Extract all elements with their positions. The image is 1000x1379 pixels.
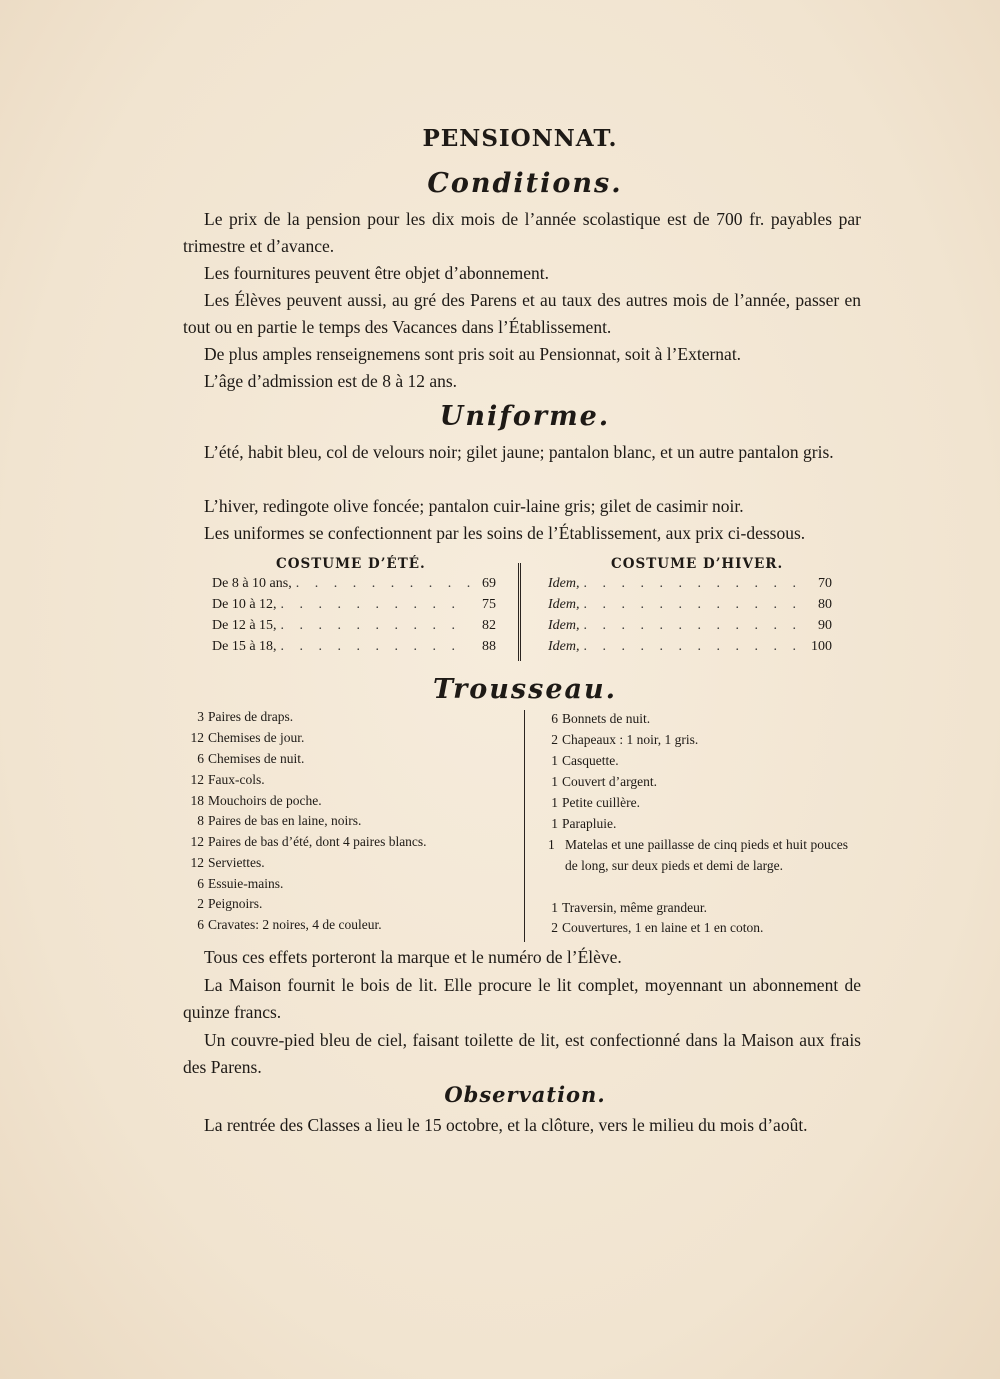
leader-dots [296, 576, 470, 592]
costume-hiver-heading: COSTUME D’HIVER. [611, 556, 784, 572]
trousseau-item [534, 814, 616, 835]
trousseau-item [180, 749, 304, 770]
costume-price: 90 [818, 618, 832, 633]
item-label: Petite cuillère. [562, 795, 640, 810]
uniforme-paragraph-1: L’été, habit bleu, col de velours noir; gilet jaune; pantalon blanc, et un autre pantalon gris. [204, 442, 834, 462]
item-quantity: 6 [197, 751, 204, 766]
leader-dots [584, 618, 807, 634]
trousseau-item [180, 915, 382, 936]
item-quantity: 8 [197, 813, 204, 828]
conditions-paragraph-5: L’âge d’admission est de 8 à 12 ans. [204, 371, 458, 391]
costume-price: 80 [818, 597, 832, 612]
uniforme-heading: Uniforme. [439, 401, 611, 432]
costume-hiver-row [548, 597, 832, 617]
costume-label: De 10 à 12, [212, 597, 277, 612]
item-quantity: 1 [551, 795, 558, 810]
leader-dots [584, 576, 807, 592]
item-label: Parapluie. [562, 816, 617, 831]
item-quantity: 18 [190, 793, 204, 808]
item-quantity: 3 [197, 709, 204, 724]
costume-ete-row [212, 618, 496, 638]
item-quantity: 2 [551, 920, 558, 935]
costume-ete-row [212, 597, 496, 617]
item-label: Chemises de jour. [208, 730, 305, 745]
costume-price: 88 [482, 639, 496, 654]
item-quantity: 6 [551, 711, 558, 726]
trousseau-item-matelas [548, 835, 848, 877]
costume-hiver-row [548, 639, 832, 659]
trousseau-item [180, 874, 283, 895]
trousseau-item [180, 853, 265, 874]
costume-hiver-row [548, 576, 832, 596]
costume-price: 70 [818, 576, 832, 591]
item-quantity: 1 [551, 816, 558, 831]
trousseau-item [180, 791, 322, 812]
item-label: Mouchoirs de poche. [208, 793, 322, 808]
conditions-paragraph-3: Les Élèves peuvent aussi, au gré des Parens et au taux des autres mois de l’année, passer en tout ou en partie le temps des Vacances dans l’Établissement. [183, 290, 861, 337]
costume-ete-row [212, 576, 496, 596]
observation-heading: Observation. [444, 1082, 606, 1107]
item-label: Serviettes. [208, 855, 265, 870]
costume-ete-heading: COSTUME D’ÉTÉ. [276, 556, 426, 572]
item-label: Peignoirs. [208, 896, 263, 911]
uniforme-paragraph-3: Les uniformes se confectionnent par les soins de l’Établissement, aux prix ci-dessous. [204, 523, 806, 543]
trousseau-item [534, 751, 619, 772]
item-quantity: 2 [197, 896, 204, 911]
costume-price: 100 [811, 639, 832, 654]
trousseau-item [180, 770, 265, 791]
trousseau-item [180, 811, 361, 832]
trousseau-item [180, 832, 427, 853]
observation-paragraph: La rentrée des Classes a lieu le 15 octobre, et la clôture, vers le milieu du mois d’août. [204, 1115, 808, 1135]
costume-label: Idem, [548, 597, 580, 612]
costume-label: Idem, [548, 639, 580, 654]
item-label: Bonnets de nuit. [562, 711, 651, 726]
item-quantity: 12 [190, 855, 204, 870]
item-quantity: 6 [197, 917, 204, 932]
item-quantity: 2 [551, 732, 558, 747]
leader-dots [281, 639, 470, 655]
item-label: Casquette. [562, 753, 619, 768]
costume-price: 69 [482, 576, 496, 591]
item-label: Couvertures, 1 en laine et 1 en coton. [562, 920, 764, 935]
costume-divider [518, 563, 521, 661]
item-label: Chemises de nuit. [208, 751, 305, 766]
item-label: Paires de bas d’été, dont 4 paires blancs. [208, 834, 427, 849]
trousseau-heading: Trousseau. [432, 674, 618, 705]
costume-hiver-row [548, 618, 832, 638]
item-quantity: 1 [551, 900, 558, 915]
uniforme-paragraph-2: L’hiver, redingote olive foncée; pantalon cuir-laine gris; gilet de casimir noir. [204, 496, 744, 516]
item-label: Paires de draps. [208, 709, 294, 724]
trousseau-item [534, 709, 650, 730]
trousseau-item [534, 793, 640, 814]
costume-label: De 8 à 10 ans, [212, 576, 292, 591]
item-quantity: 1 [551, 774, 558, 789]
item-quantity: 12 [190, 772, 204, 787]
item-label: Couvert d’argent. [562, 774, 657, 789]
item-quantity: 1 [548, 837, 555, 852]
trousseau-item [534, 898, 707, 919]
item-label: Traversin, même grandeur. [562, 900, 707, 915]
leader-dots [281, 597, 470, 613]
conditions-paragraph-1: Le prix de la pension pour les dix mois de l’année scolastique est de 700 fr. payables par trimestre et d’avance. [183, 209, 861, 256]
trousseau-item [534, 730, 698, 751]
item-label: Matelas et une paillasse de cinq pieds et huit pouces de long, sur deux pieds et demi de large. [565, 837, 848, 873]
conditions-heading: Conditions. [427, 168, 623, 199]
item-quantity: 6 [197, 876, 204, 891]
costume-label: De 15 à 18, [212, 639, 277, 654]
item-label: Paires de bas en laine, noirs. [208, 813, 362, 828]
costume-price: 75 [482, 597, 496, 612]
trousseau-item [534, 918, 763, 939]
trousseau-item [180, 728, 304, 749]
leader-dots [584, 639, 807, 655]
conditions-paragraph-2: Les fournitures peuvent être objet d’abonnement. [204, 263, 550, 283]
item-label: Chapeaux : 1 noir, 1 gris. [562, 732, 699, 747]
costume-label: Idem, [548, 618, 580, 633]
leader-dots [584, 597, 807, 613]
item-label: Cravates: 2 noires, 4 de couleur. [208, 917, 382, 932]
costume-label: De 12 à 15, [212, 618, 277, 633]
conditions-paragraph-4: De plus amples renseignemens sont pris soit au Pensionnat, soit à l’Externat. [204, 344, 742, 364]
trousseau-item [534, 772, 657, 793]
leader-dots [281, 618, 470, 634]
item-label: Essuie-mains. [208, 876, 284, 891]
trousseau-item [180, 894, 262, 915]
costume-label: Idem, [548, 576, 580, 591]
trousseau-paragraph-2: La Maison fournit le bois de lit. Elle procure le lit complet, moyennant un abonnement de quinze francs. [183, 975, 861, 1022]
item-quantity: 12 [190, 730, 204, 745]
trousseau-item [180, 707, 293, 728]
trousseau-paragraph-3: Un couvre-pied bleu de ciel, faisant toilette de lit, est confectionné dans la Maison aux frais des Parens. [183, 1030, 861, 1077]
item-quantity: 12 [190, 834, 204, 849]
page-title: PENSIONNAT. [422, 125, 618, 152]
trousseau-paragraph-1: Tous ces effets porteront la marque et le numéro de l’Élève. [204, 947, 622, 967]
costume-ete-row [212, 639, 496, 659]
item-quantity: 1 [551, 753, 558, 768]
trousseau-divider [524, 710, 525, 942]
item-label: Faux-cols. [208, 772, 265, 787]
costume-price: 82 [482, 618, 496, 633]
